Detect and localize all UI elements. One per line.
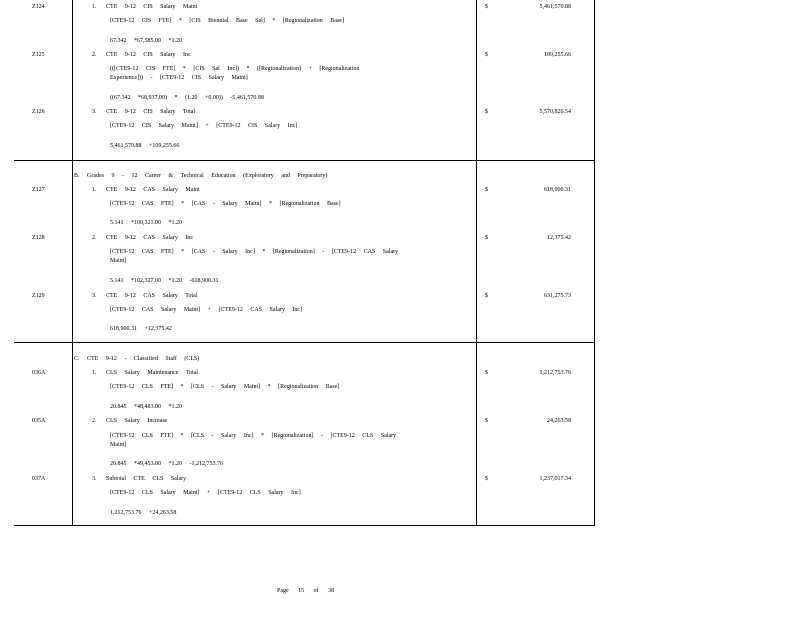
row-title: CTE 9-12 CIS Salary Inc xyxy=(106,52,191,58)
dollar-sign: $ xyxy=(485,293,488,299)
row-formula-continued: Experience])) - [CTE9-12 CIS Salary Maint] xyxy=(110,75,248,81)
row-formula-continued: Maint] xyxy=(110,258,127,264)
row-formula: [CTE9-12 CAS FTE] * [CAS - Salary Maint] * [Regionalization Base] xyxy=(110,201,341,207)
dollar-sign: $ xyxy=(485,109,488,115)
row-formula: [CTE9-12 CLS FTE] * [CLS - Salary Maint] * [Regionalization Base] xyxy=(110,384,340,390)
row-amount: 5,570,826.54 xyxy=(539,109,571,115)
row-title: CLS Salary Maintenance Total xyxy=(106,370,198,376)
row-code: 037A xyxy=(32,476,46,482)
row-formula: [CTE9-12 CLS FTE] * [CLS - Salary Inc] * [Regionalization] - [CTE9-12 CLS Salary xyxy=(110,433,397,439)
row-values: 5.141 *102,327.00 *1.20 -618,900.31 xyxy=(110,278,219,284)
row-code: Z126 xyxy=(32,109,45,115)
row-number: 2. xyxy=(92,418,97,424)
section-heading: C. CTE 9-12 - Classified Staff (CLS) xyxy=(74,356,200,362)
row-formula: [CTE9-12 CAS Salary Maint] + [CTE9-12 CAS Salary Inc] xyxy=(110,307,303,313)
row-amount: 24,263.58 xyxy=(547,418,571,424)
row-title: CTE 9-12 CAS Salary Total xyxy=(106,293,198,299)
dollar-sign: $ xyxy=(485,235,488,241)
table-bottom-rule xyxy=(14,525,595,526)
row-values: 67.342 *67,585.00 *1.20 xyxy=(110,38,182,44)
row-number: 3. xyxy=(92,476,97,482)
row-code: Z124 xyxy=(32,4,45,10)
row-number: 3. xyxy=(92,109,97,115)
row-number: 1. xyxy=(92,4,97,10)
row-title: CTE 9-12 CIS Salary Total xyxy=(106,109,196,115)
section-divider-2 xyxy=(14,342,595,343)
row-title: Subtotal CTE CLS Salary xyxy=(106,476,187,482)
row-code: 035A xyxy=(32,418,46,424)
row-number: 2. xyxy=(92,235,97,241)
row-amount: 1,237,017.34 xyxy=(539,476,571,482)
row-title: CTE 9-12 CIS Salary Maint xyxy=(106,4,198,10)
row-number: 2. xyxy=(92,52,97,58)
row-amount: 1,212,753.76 xyxy=(539,370,571,376)
left-column-rule xyxy=(72,0,73,526)
page-footer xyxy=(277,588,342,594)
row-values: 20.845 *48,483.00 *1.20 xyxy=(110,404,182,410)
amount-column-rule xyxy=(476,0,477,526)
row-title: CTE 9-12 CAS Salary Maint xyxy=(106,187,200,193)
row-amount: 12,375.42 xyxy=(547,235,571,241)
row-formula: [CTE9-12 CIS Salary Maint] + [CTE9-12 CIS Salary Inc] xyxy=(110,123,298,129)
row-values: 1,212,753.76 +24,263.58 xyxy=(110,510,177,516)
page-label: Page xyxy=(277,588,289,594)
row-code: 036A xyxy=(32,370,46,376)
row-code: Z129 xyxy=(32,293,45,299)
row-title: CTE 9-12 CAS Salary Inc xyxy=(106,235,193,241)
row-formula: (([CTE9-12 CIS FTE] * [CIS Sal Inc]) * ([Regionalization] + [Regionalization xyxy=(110,66,360,72)
row-number: 3. xyxy=(92,293,97,299)
dollar-sign: $ xyxy=(485,370,488,376)
row-formula-continued: Maint] xyxy=(110,442,127,448)
row-code: Z125 xyxy=(32,52,45,58)
row-amount: 631,275.73 xyxy=(544,293,571,299)
row-formula: [CTE9-12 CAS FTE] * [CAS - Salary Inc] * [Regionalization] - [CTE9-12 CAS Salary xyxy=(110,249,399,255)
right-border-rule xyxy=(594,0,595,526)
row-formula: [CTE9-12 CLS Salary Maint] + [CTE9-12 CLS Salary Inc] xyxy=(110,490,301,496)
row-values: 618,900.31 +12,375.42 xyxy=(110,326,172,332)
row-title: CLS Salary Increase xyxy=(106,418,168,424)
section-heading: B. Grades 9 - 12 Career & Technical Education (Exploratory and Preparatory) xyxy=(74,173,328,179)
row-values: ((67.342 *68,937.00) * (1.20 +0.00)) -5,461,570.88 xyxy=(110,95,264,101)
dollar-sign: $ xyxy=(485,52,488,58)
row-values: 20.845 *49,453.00 *1.20 -1,212,753.76 xyxy=(110,461,223,467)
row-values: 5.141 *100,321.00 *1.20 xyxy=(110,220,182,226)
row-amount: 109,255.66 xyxy=(544,52,571,58)
dollar-sign: $ xyxy=(485,4,488,10)
dollar-sign: $ xyxy=(485,418,488,424)
row-number: 1. xyxy=(92,370,97,376)
row-values: 5,461,570.88 +109,255.66 xyxy=(110,143,180,149)
section-divider-1 xyxy=(14,160,595,161)
row-code: Z127 xyxy=(32,187,45,193)
row-amount: 618,900.31 xyxy=(544,187,571,193)
of-label: of xyxy=(313,588,319,594)
row-code: Z128 xyxy=(32,235,45,241)
dollar-sign: $ xyxy=(485,187,488,193)
page-number: 15 xyxy=(298,588,305,594)
row-number: 1. xyxy=(92,187,97,193)
row-amount: 5,461,570.88 xyxy=(539,4,571,10)
row-formula: [CTE9-12 CIS FTE] * [CIS Biennial Base Sal] * [Regionalization Base] xyxy=(110,18,344,24)
total-pages: 38 xyxy=(328,588,335,594)
dollar-sign: $ xyxy=(485,476,488,482)
